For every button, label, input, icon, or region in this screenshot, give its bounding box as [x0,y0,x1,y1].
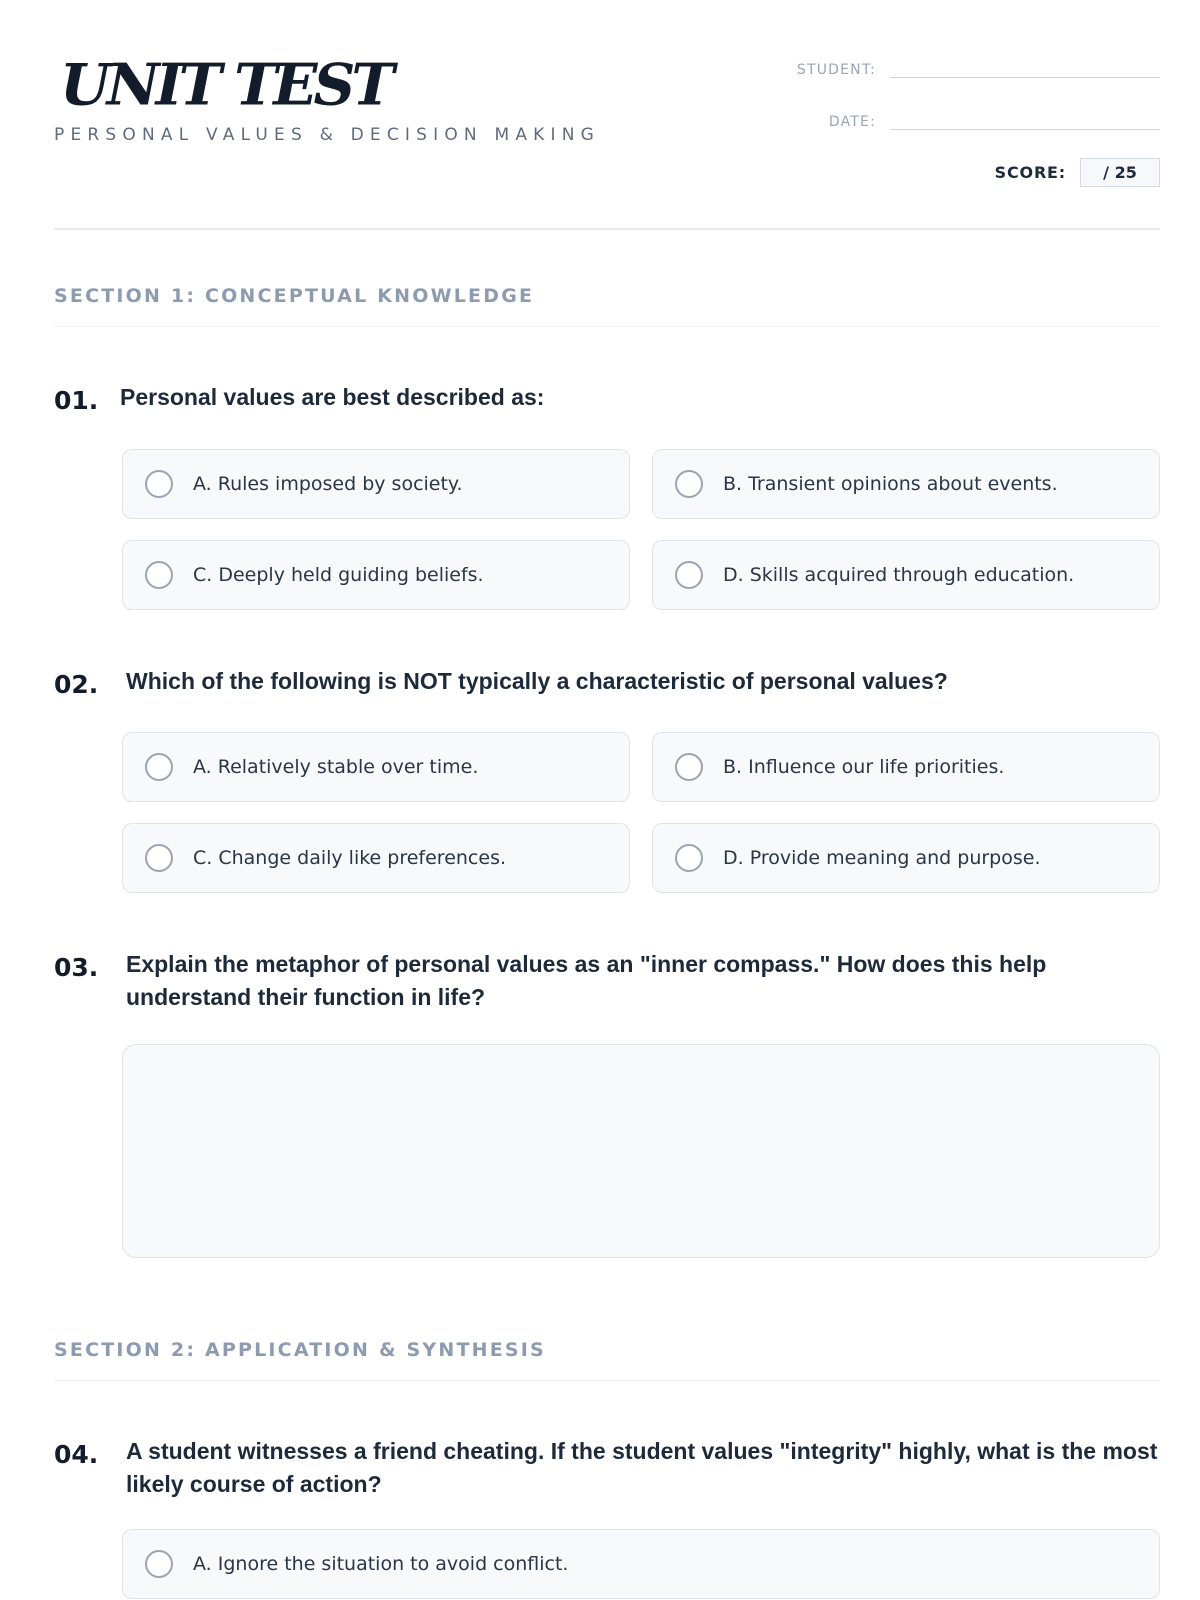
radio-icon[interactable] [145,753,173,781]
page-title: UNIT TEST [60,51,391,119]
question-1-option-d[interactable] [652,540,1160,610]
question-4-text: A student witnesses a friend cheating. If the student values "integrity" highly, what is the most likely course of action? [126,1438,1158,1497]
radio-icon[interactable] [675,753,703,781]
question-1-option-a[interactable] [122,449,630,519]
option-label: D. Provide meaning and purpose. [723,847,1041,869]
question-2-option-c[interactable] [122,823,630,893]
question-2-number: 02. [54,670,99,699]
question-3-text: Explain the metaphor of personal values as an "inner compass." How does this help understand their function in life? [126,951,1047,1010]
question-3-answer-box[interactable] [122,1044,1160,1258]
question-1-option-c[interactable] [122,540,630,610]
radio-icon[interactable] [145,1550,173,1578]
option-label: A. Relatively stable over time. [193,756,479,778]
student-field-row [797,54,1160,78]
option-label: A. Ignore the situation to avoid conflict. [193,1553,569,1575]
option-label: A. Rules imposed by society. [193,473,463,495]
radio-icon[interactable] [675,470,703,498]
section-1-divider [54,326,1160,327]
unit-test-page [54,0,1160,1600]
section-1-title: SECTION 1: CONCEPTUAL KNOWLEDGE [54,285,535,307]
option-label: C. Deeply held guiding beliefs. [193,564,484,586]
option-label: C. Change daily like preferences. [193,847,507,869]
question-1-text: Personal values are best described as: [120,384,545,410]
section-2-title: SECTION 2: APPLICATION & SYNTHESIS [54,1339,546,1361]
question-2-text: Which of the following is NOT typically a characteristic of personal values? [126,668,948,694]
section-2-divider [54,1380,1160,1381]
score-box: / 25 [1080,158,1160,187]
header-divider [54,228,1160,230]
question-2-option-b[interactable] [652,732,1160,802]
student-label: STUDENT: [796,62,876,78]
radio-icon[interactable] [145,561,173,589]
radio-icon[interactable] [145,844,173,872]
question-4-number: 04. [54,1440,99,1469]
question-1-option-b[interactable] [652,449,1160,519]
option-label: D. Skills acquired through education. [723,564,1075,586]
option-label: B. Transient opinions about events. [723,473,1058,495]
score-row [995,158,1160,187]
radio-icon[interactable] [145,470,173,498]
question-3-number: 03. [54,953,99,982]
question-2-option-d[interactable] [652,823,1160,893]
date-field-row [829,106,1160,130]
date-line[interactable] [890,106,1160,130]
radio-icon[interactable] [675,844,703,872]
question-1-number: 01. [54,386,99,415]
question-4-option-a[interactable] [122,1529,1160,1599]
question-2-option-a[interactable] [122,732,630,802]
score-label: SCORE: [994,163,1066,182]
date-label: DATE: [828,114,876,130]
option-label: B. Influence our life priorities. [723,756,1005,778]
student-name-line[interactable] [890,54,1160,78]
radio-icon[interactable] [675,561,703,589]
page-subtitle: PERSONAL VALUES & DECISION MAKING [54,125,601,145]
